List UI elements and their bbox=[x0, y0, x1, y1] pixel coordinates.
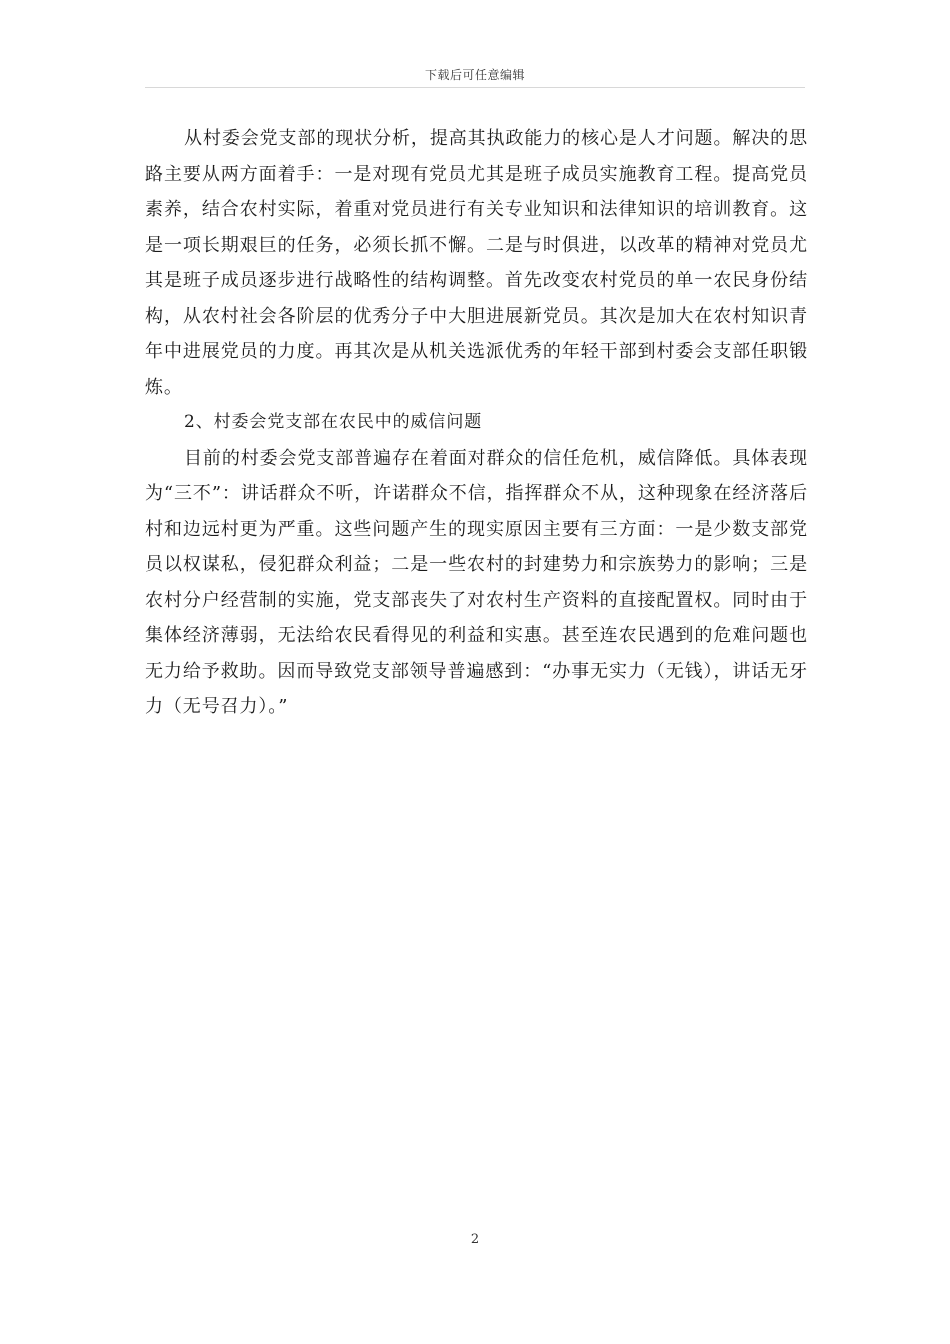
page-header: 下载后可任意编辑 bbox=[424, 68, 525, 82]
body-paragraph-1: 从村委会党支部的现状分析，提高其执政能力的核心是人才问题。解决的思路主要从两方面着手：一是对现有党员尤其是班子成员实施教育工程。提高党员素养，结合农村实际，着重对党员进行有关专业知识和法律知识的培训教育。这是一项长期艰巨的任务，必须长抓不懈。二是与时俱进，以改革的精神对党员尤其是班子成员逐步进行战略性的结构调整。首先改变农村党员的单一农民身份结构，从农村社会各阶层的优秀分子中大胆进展新党员。其次是加大在农村知识青年中进展党员的力度。再其次是从机关选派优秀的年轻干部到村委会支部任职锻炼。 bbox=[145, 128, 808, 398]
section-heading-2: 2、村委会党支部在农民中的威信问题 bbox=[184, 412, 483, 432]
document-body bbox=[145, 121, 808, 725]
header-divider bbox=[145, 87, 805, 88]
page-number: 2 bbox=[470, 1232, 480, 1247]
body-paragraph-2: 目前的村委会党支部普遍存在着面对群众的信任危机，威信降低。具体表现为“三不”：讲话群众不听，许诺群众不信，指挥群众不从，这种现象在经济落后村和边远村更为严重。这些问题产生的现实原因主要有三方面：一是少数支部党员以权谋私，侵犯群众利益；二是一些农村的封建势力和宗族势力的影响；三是农村分户经营制的实施，党支部丧失了对农村生产资料的直接配置权。同时由于集体经济薄弱，无法给农民看得见的利益和实惠。甚至连农民遇到的危难问题也无力给予救助。因而导致党支部领导普遍感到：“办事无实力（无钱），讲话无牙力（无号召力）。” bbox=[145, 447, 808, 717]
